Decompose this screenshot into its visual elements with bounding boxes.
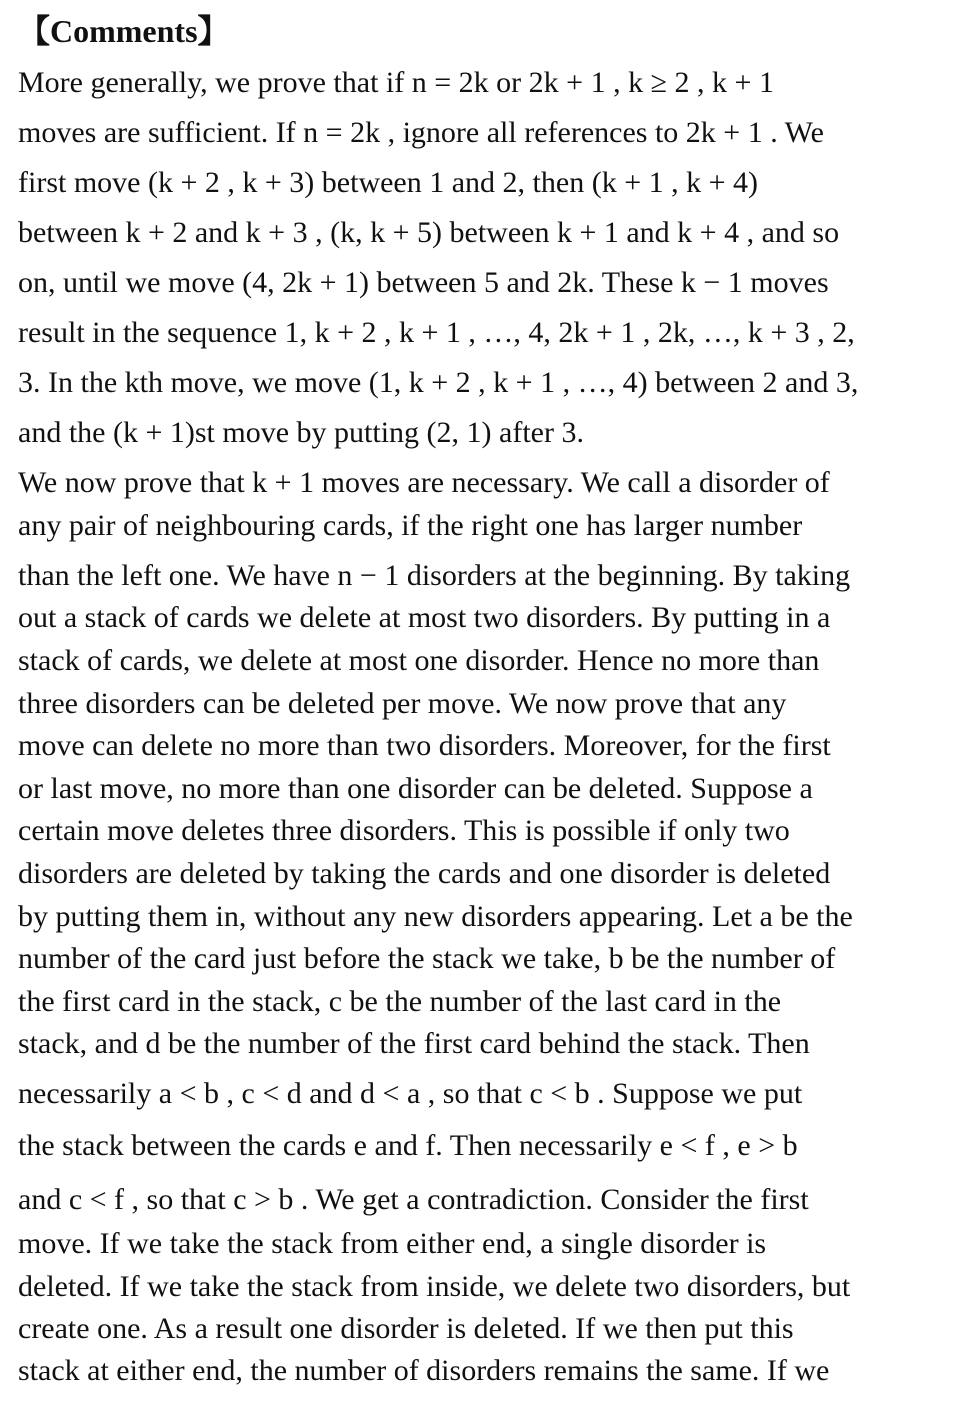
text-line: moves are sufficient. If n = 2k , ignore all references to 2k + 1 . We <box>18 116 824 149</box>
text-line: three disorders can be deleted per move. We now prove that any <box>18 687 787 720</box>
text-line: on, until we move (4, 2k + 1) between 5 and 2k. These k − 1 moves <box>18 266 829 299</box>
text-line: More generally, we prove that if n = 2k or 2k + 1 , k ≥ 2 , k + 1 <box>18 66 774 99</box>
text-line: the first card in the stack, c be the number of the last card in the <box>18 985 782 1018</box>
section-heading: 【Comments】 <box>18 13 230 49</box>
text-line: out a stack of cards we delete at most two disorders. By putting in a <box>18 601 831 634</box>
text-line: the stack between the cards e and f. Then necessarily e < f , e > b <box>18 1129 798 1162</box>
text-line: between k + 2 and k + 3 , (k, k + 5) between k + 1 and k + 4 , and so <box>18 216 840 249</box>
text-line: We now prove that k + 1 moves are necessary. We call a disorder of <box>18 466 830 499</box>
text-line: create one. As a result one disorder is deleted. If we then put this <box>18 1312 794 1345</box>
text-line: stack at either end, the number of disorders remains the same. If we <box>18 1354 830 1387</box>
text-line: stack, and d be the number of the first card behind the stack. Then <box>18 1027 810 1060</box>
text-line: first move (k + 2 , k + 3) between 1 and 2, then (k + 1 , k + 4) <box>18 166 759 199</box>
text-line: move can delete no more than two disorders. Moreover, for the first <box>18 729 831 762</box>
text-line: and the (k + 1)st move by putting (2, 1) after 3. <box>18 416 584 449</box>
text-line: deleted. If we take the stack from inside, we delete two disorders, but <box>18 1270 851 1303</box>
text-line: result in the sequence 1, k + 2 , k + 1 , …, 4, 2k + 1 , 2k, …, k + 3 , 2, <box>18 316 855 349</box>
text-line: and c < f , so that c > b . We get a contradiction. Consider the first <box>18 1183 809 1216</box>
text-line: than the left one. We have n − 1 disorders at the beginning. By taking <box>18 559 851 592</box>
text-line: or last move, no more than one disorder can be deleted. Suppose a <box>18 772 813 805</box>
text-line: by putting them in, without any new disorders appearing. Let a be the <box>18 900 853 933</box>
text-line: necessarily a < b , c < d and d < a , so that c < b . Suppose we put <box>18 1077 803 1110</box>
text-line: disorders are deleted by taking the cards and one disorder is deleted <box>18 857 831 890</box>
text-line: move. If we take the stack from either end, a single disorder is <box>18 1227 767 1260</box>
text-line: number of the card just before the stack we take, b be the number of <box>18 942 836 975</box>
text-line: certain move deletes three disorders. This is possible if only two <box>18 814 790 847</box>
text-line: any pair of neighbouring cards, if the right one has larger number <box>18 509 803 542</box>
text-line: 3. In the kth move, we move (1, k + 2 , k + 1 , …, 4) between 2 and 3, <box>18 366 859 399</box>
text-line: stack of cards, we delete at most one disorder. Hence no more than <box>18 644 820 677</box>
